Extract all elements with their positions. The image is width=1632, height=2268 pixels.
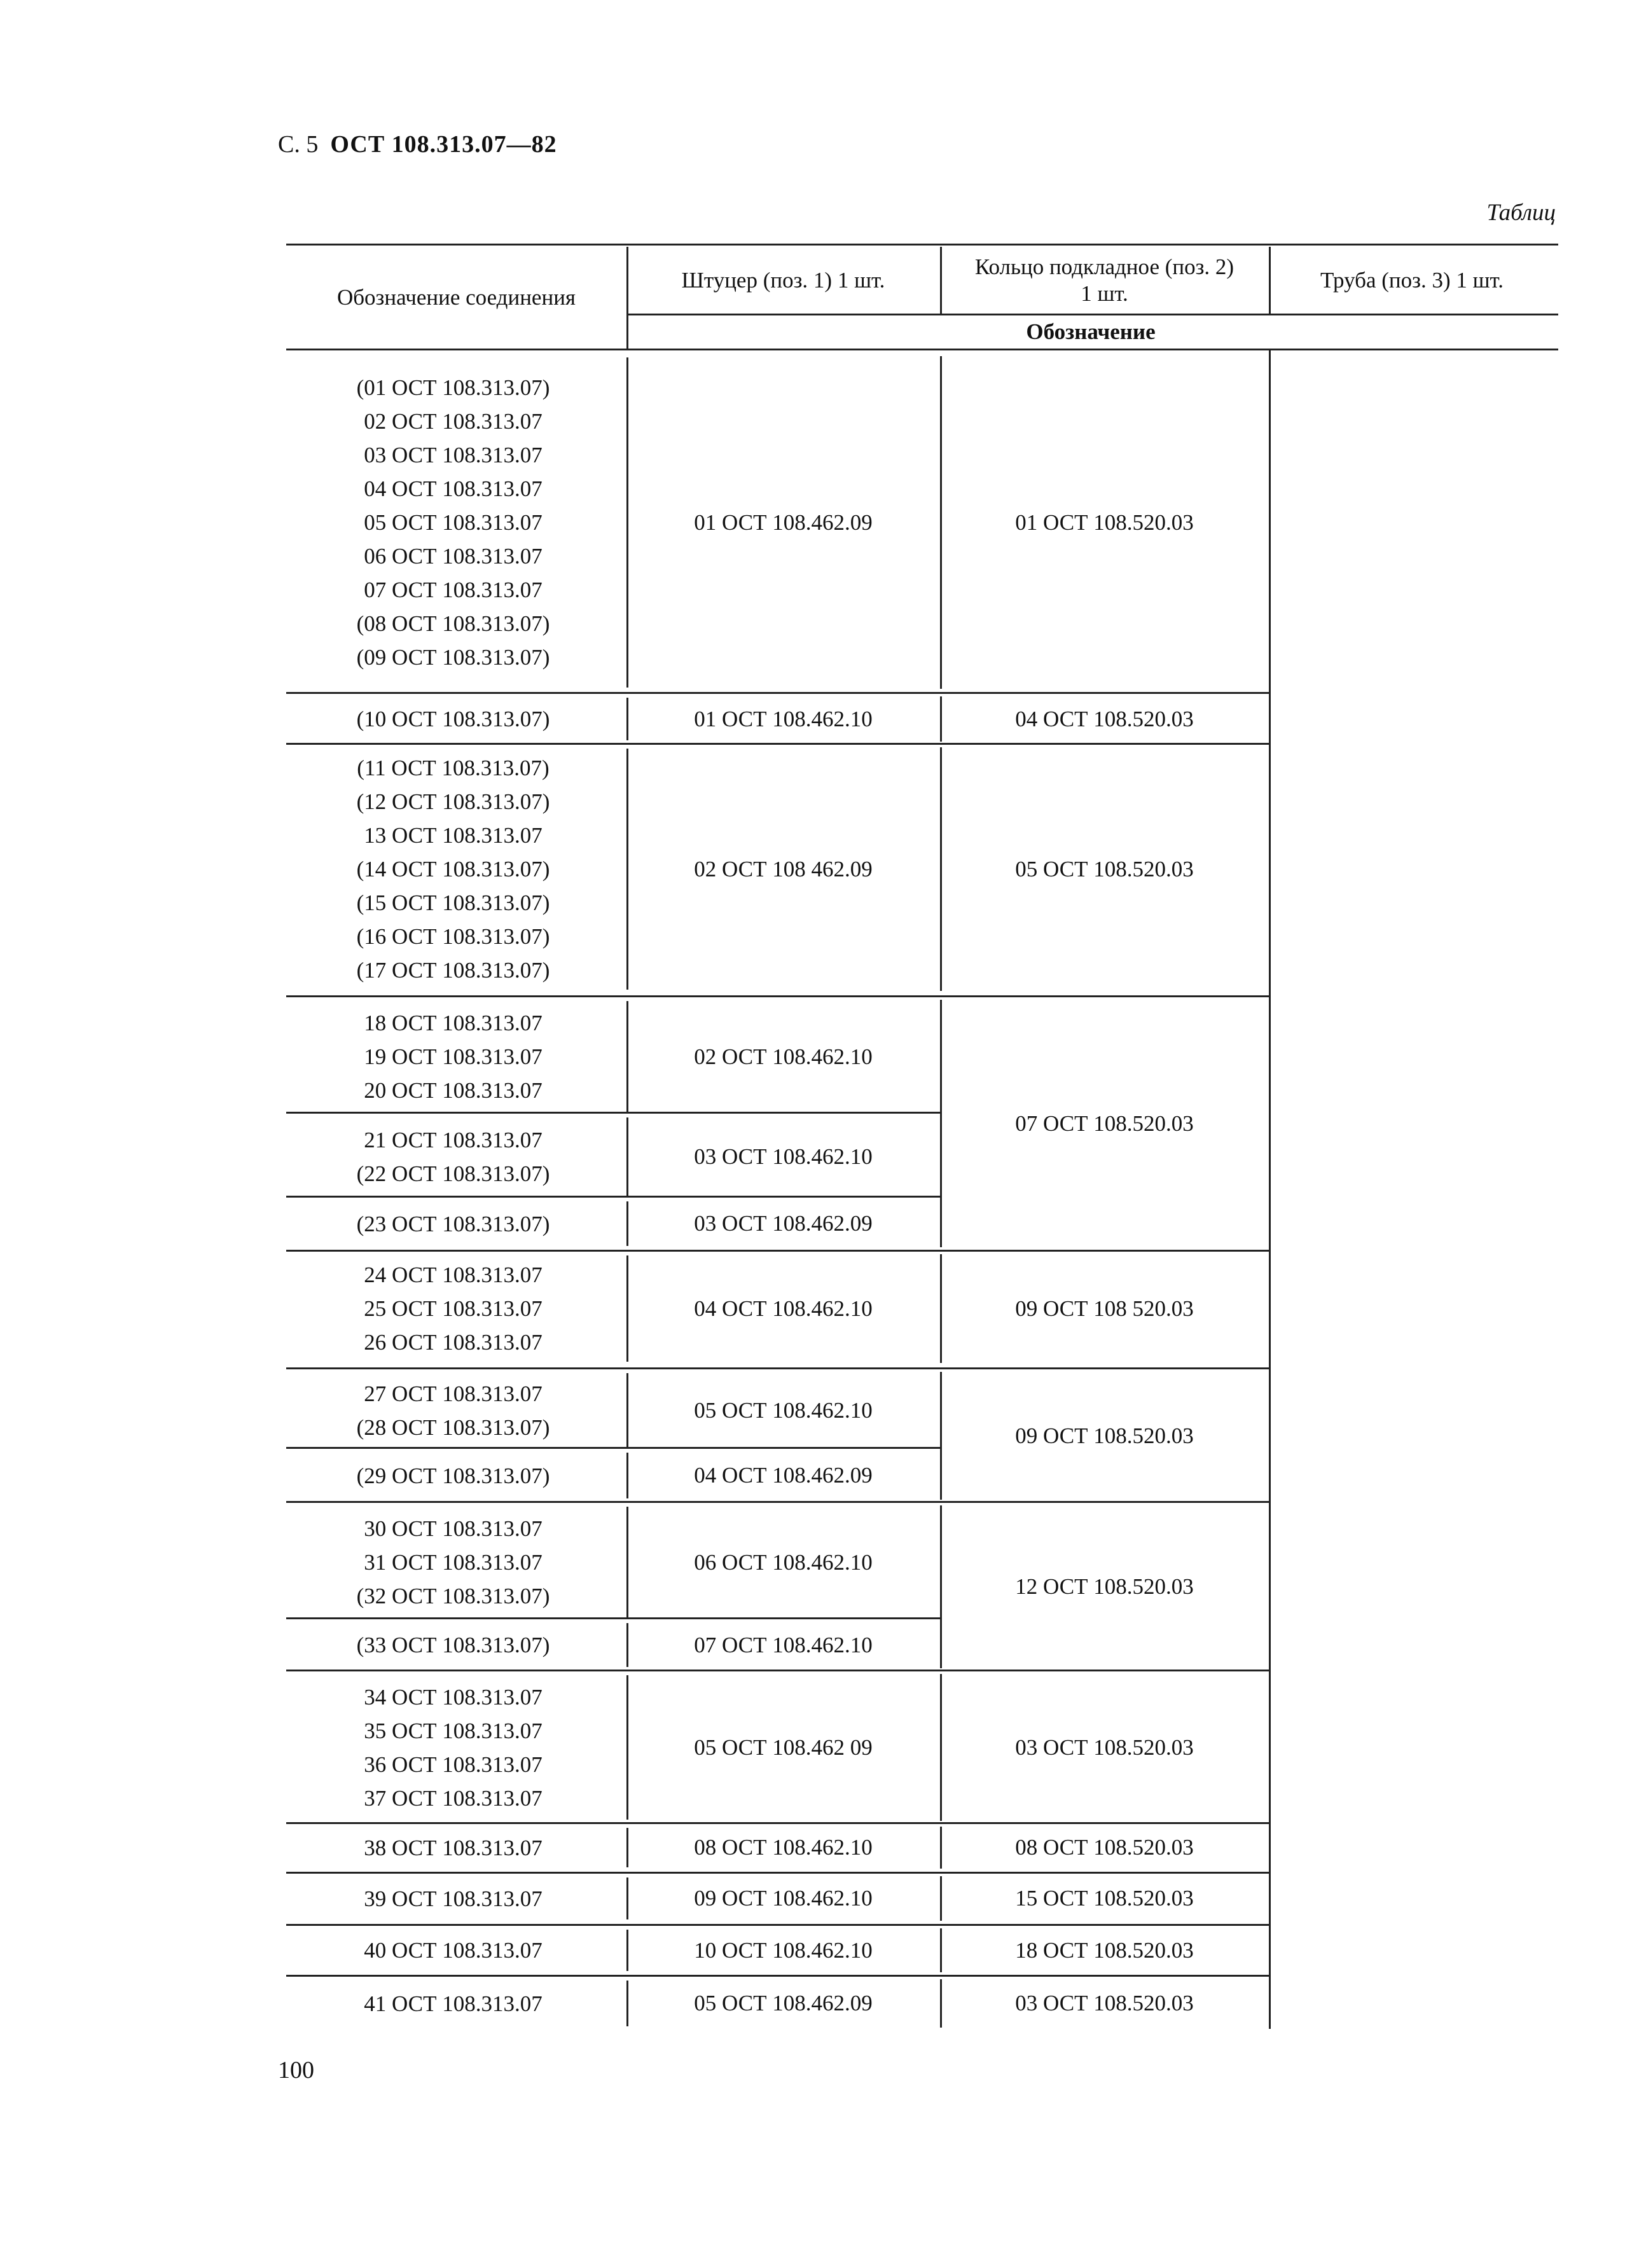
group-divider (286, 1975, 940, 1977)
connection-designation: (09 ОСТ 108.313.07) (356, 645, 550, 670)
column-divider (940, 1979, 942, 2028)
connection-designation: 34 ОСТ 108.313.07 (364, 1684, 543, 1710)
connection-designation: (08 ОСТ 108.313.07) (356, 611, 550, 636)
ring-designation: 12 ОСТ 108.520.03 (1015, 1574, 1194, 1599)
column-divider (626, 357, 628, 688)
connection-designation: (15 ОСТ 108.313.07) (356, 890, 550, 915)
fitting-designation: 03 ОСТ 108.462.10 (694, 1144, 873, 1169)
group-divider (286, 1924, 940, 1926)
connection-designation: 03 ОСТ 108.313.07 (364, 443, 543, 467)
header-bottom-border (286, 349, 1558, 350)
group-divider (286, 1617, 940, 1619)
ring-designation: 09 ОСТ 108.520.03 (1015, 1423, 1194, 1448)
column-divider (626, 698, 628, 740)
ring-divider (940, 1367, 1269, 1369)
column-divider (940, 1505, 942, 1668)
column-divider (626, 1981, 628, 2026)
fitting-designation: 05 ОСТ 108.462.10 (694, 1397, 873, 1423)
connection-designation: (16 ОСТ 108.313.07) (356, 924, 550, 949)
ring-designation: 03 ОСТ 108.520.03 (1015, 1734, 1194, 1760)
connection-designation: (12 ОСТ 108.313.07) (356, 789, 550, 814)
column-divider (940, 1876, 942, 1921)
group-divider (286, 1196, 940, 1198)
connection-designation: (32 ОСТ 108.313.07) (356, 1584, 550, 1608)
ring-divider (940, 1872, 1269, 1874)
fitting-designation: 02 ОСТ 108.462.10 (694, 1044, 873, 1069)
ring-divider (940, 1924, 1269, 1926)
connection-designation: (14 ОСТ 108.313.07) (356, 857, 550, 882)
connection-designation: 25 ОСТ 108.313.07 (364, 1296, 543, 1321)
connection-designation: (23 ОСТ 108.313.07) (356, 1211, 550, 1236)
ring-divider (940, 1670, 1269, 1671)
fitting-designation: 02 ОСТ 108 462.09 (694, 856, 873, 882)
connection-designation: 02 ОСТ 108.313.07 (364, 409, 543, 434)
group-divider (286, 1250, 940, 1252)
group-divider (286, 1112, 940, 1114)
column-divider (626, 1201, 628, 1246)
connection-designation: 20 ОСТ 108.313.07 (364, 1078, 543, 1103)
connection-designation: 06 ОСТ 108.313.07 (364, 544, 543, 569)
column-divider (940, 696, 942, 742)
connection-designation: 37 ОСТ 108.313.07 (364, 1785, 543, 1811)
fitting-designation: 05 ОСТ 108.462 09 (694, 1734, 873, 1760)
ring-designation: 15 ОСТ 108.520.03 (1015, 1886, 1194, 1911)
column-divider (626, 1507, 628, 1618)
header-top-border (286, 244, 1558, 245)
column-divider (626, 1453, 628, 1498)
connection-designation: 07 ОСТ 108.313.07 (364, 577, 543, 602)
standard-number: ОСТ 108.313.07—82 (330, 131, 557, 158)
connection-designation: (11 ОСТ 108.313.07) (357, 756, 550, 780)
page-number: 100 (278, 2057, 314, 2084)
column-divider (626, 1675, 628, 1820)
connection-designation: 05 ОСТ 108.313.07 (364, 510, 543, 535)
header-ring-line: 1 шт. (1081, 280, 1128, 306)
ring-divider (940, 1975, 1269, 1977)
header-fitting: Штуцер (поз. 1) 1 шт. (681, 267, 885, 293)
fitting-designation: 08 ОСТ 108.462.10 (694, 1835, 873, 1860)
fitting-designation: 01 ОСТ 108.462.09 (694, 509, 873, 535)
column-divider (626, 1373, 628, 1448)
column-divider (940, 1372, 942, 1500)
group-divider (286, 743, 940, 745)
connection-designation: 19 ОСТ 108.313.07 (364, 1044, 543, 1069)
page-header (278, 130, 557, 158)
column-divider (626, 1828, 628, 1867)
column-divider (626, 1255, 628, 1362)
connection-designation: 30 ОСТ 108.313.07 (364, 1516, 543, 1541)
header-ring (940, 247, 1269, 314)
fitting-designation: 05 ОСТ 108.462.09 (694, 1991, 873, 2016)
header-connection: Обозначение соединения (336, 285, 576, 310)
group-divider (286, 995, 940, 997)
column-divider (940, 1928, 942, 1972)
connection-designation: 31 ОСТ 108.313.07 (364, 1550, 543, 1575)
ring-designation: 18 ОСТ 108.520.03 (1015, 1937, 1194, 1963)
column-divider (626, 749, 628, 990)
fitting-designation: 07 ОСТ 108.462.10 (694, 1632, 873, 1657)
connection-designation: 13 ОСТ 108.313.07 (364, 823, 543, 848)
header-pipe: Труба (поз. 3) 1 шт. (1320, 267, 1504, 293)
connection-designation: 24 ОСТ 108.313.07 (364, 1262, 543, 1287)
connection-designation: 35 ОСТ 108.313.07 (364, 1718, 543, 1743)
connection-designation: 18 ОСТ 108.313.07 (364, 1011, 543, 1035)
connection-designation: (01 ОСТ 108.313.07) (356, 375, 550, 400)
group-divider (286, 1447, 940, 1449)
fitting-designation: 06 ОСТ 108.462.10 (694, 1549, 873, 1575)
fitting-designation: 04 ОСТ 108.462.10 (694, 1296, 873, 1321)
column-divider (626, 1623, 628, 1667)
column-divider (940, 1674, 942, 1821)
header-ring-line: Кольцо подкладное (поз. 2) (974, 254, 1234, 279)
fitting-designation: 10 ОСТ 108.462.10 (694, 1937, 873, 1963)
connection-designation: (22 ОСТ 108.313.07) (356, 1161, 550, 1186)
ring-designation: 04 ОСТ 108.520.03 (1015, 706, 1194, 731)
group-divider (286, 692, 940, 694)
connection-designation: 26 ОСТ 108.313.07 (364, 1330, 543, 1355)
group-divider (286, 1670, 940, 1671)
fitting-designation: 09 ОСТ 108.462.10 (694, 1886, 873, 1911)
group-divider (286, 1822, 940, 1824)
ring-divider (940, 743, 1269, 745)
connection-designation: 38 ОСТ 108.313.07 (364, 1835, 543, 1860)
column-divider (626, 1117, 628, 1196)
connection-designation: (33 ОСТ 108.313.07) (356, 1633, 550, 1657)
connection-designation: 21 ОСТ 108.313.07 (364, 1128, 543, 1152)
connection-designation: 39 ОСТ 108.313.07 (364, 1886, 543, 1911)
ring-divider (940, 692, 1269, 694)
ring-divider (940, 995, 1269, 997)
column-divider (940, 1827, 942, 1869)
ring-designation: 08 ОСТ 108.520.03 (1015, 1835, 1194, 1860)
page-label: С. 5 (278, 131, 319, 158)
connection-designation: 36 ОСТ 108.313.07 (364, 1752, 543, 1777)
fitting-designation: 03 ОСТ 108.462.09 (694, 1211, 873, 1236)
ring-designation: 07 ОСТ 108.520.03 (1015, 1110, 1194, 1136)
fitting-designation: 01 ОСТ 108.462.10 (694, 706, 873, 731)
group-divider (286, 1501, 940, 1503)
ring-designation: 09 ОСТ 108 520.03 (1015, 1296, 1194, 1321)
group-divider (286, 1872, 940, 1874)
ring-designation: 03 ОСТ 108.520.03 (1015, 1991, 1194, 2016)
connection-designation: 41 ОСТ 108.313.07 (364, 1991, 543, 2016)
ring-designation: 01 ОСТ 108.520.03 (1015, 509, 1194, 535)
header-designation: Обозначение (1026, 319, 1156, 344)
ring-divider (940, 1822, 1269, 1824)
connection-designation: 40 ОСТ 108.313.07 (364, 1938, 543, 1963)
pipe-column-divider (1269, 349, 1271, 2029)
connection-designation: 27 ОСТ 108.313.07 (364, 1381, 543, 1406)
column-divider (940, 747, 942, 991)
connection-designation: (10 ОСТ 108.313.07) (356, 707, 550, 731)
column-divider (626, 1001, 628, 1112)
column-divider (626, 1930, 628, 1971)
group-divider (286, 1367, 940, 1369)
connection-designation: 04 ОСТ 108.313.07 (364, 476, 543, 501)
column-divider (626, 1877, 628, 1919)
column-divider (940, 1000, 942, 1247)
column-divider (940, 356, 942, 689)
connection-designation: (29 ОСТ 108.313.07) (356, 1463, 550, 1488)
ring-designation: 05 ОСТ 108.520.03 (1015, 856, 1194, 882)
table-label: Таблиц (1486, 200, 1556, 226)
ring-divider (940, 1501, 1269, 1503)
column-divider (940, 1254, 942, 1363)
ring-divider (940, 1250, 1269, 1252)
connection-designation: (28 ОСТ 108.313.07) (356, 1414, 550, 1440)
fitting-designation: 04 ОСТ 108.462.09 (694, 1463, 873, 1488)
connection-designation: (17 ОСТ 108.313.07) (356, 958, 550, 983)
